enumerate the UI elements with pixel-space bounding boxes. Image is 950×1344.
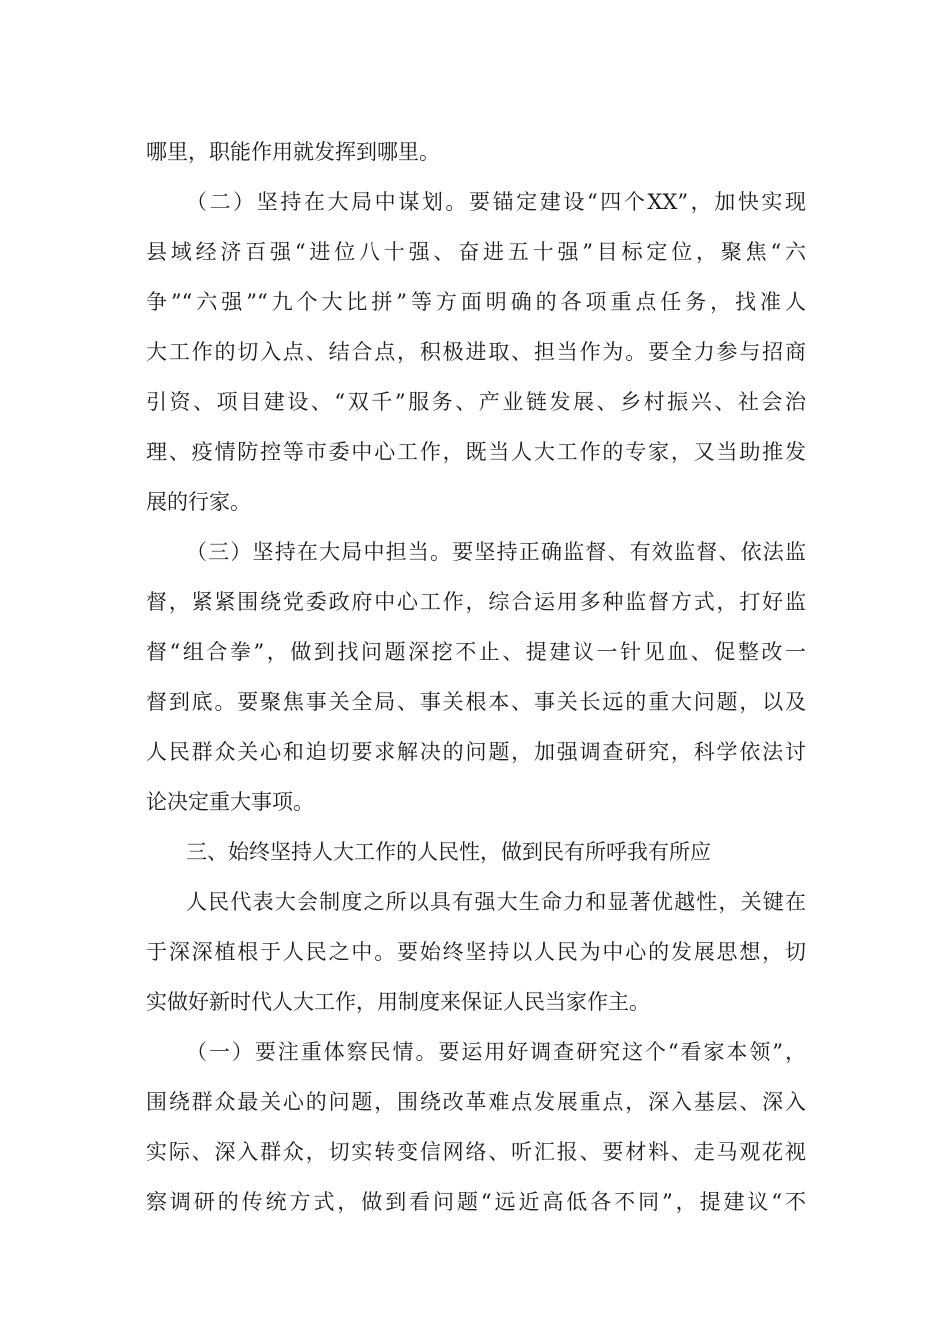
text-line: 实做好新时代人大工作，用制度来保证人民当家作主。 — [146, 990, 650, 1014]
text-line: 督“组合拳”，做到找问题深挖不止、提建议一针见血、促整改一 — [146, 640, 806, 664]
text-line: 展的行家。 — [146, 490, 251, 514]
text-line: （二）坚持在大局中谋划。要锚定建设“四个XX”，加快实现 — [186, 190, 806, 214]
text-line: 引资、项目建设、“双千”服务、产业链发展、乡村振兴、社会治 — [146, 390, 806, 414]
text-line: 于深深植根于人民之中。要始终坚持以人民为中心的发展思想，切 — [146, 940, 806, 964]
text-line: （一）要注重体察民情。要运用好调查研究这个“看家本领”， — [186, 1040, 806, 1064]
section-heading: 三、始终坚持人大工作的人民性，做到民有所呼我有所应 — [186, 840, 711, 864]
text-line: 人民群众关心和迫切要求解决的问题，加强调查研究，科学依法讨 — [146, 740, 806, 764]
text-line: 实际、深入群众，切实转变信网络、听汇报、要材料、走马观花视 — [146, 1140, 806, 1164]
text-line: 理、疫情防控等市委中心工作，既当人大工作的专家，又当助推发 — [146, 440, 806, 464]
text-line: 县域经济百强“进位八十强、奋进五十强”目标定位，聚焦“六 — [146, 240, 806, 264]
text-line: 争”“六强”“九个大比拼”等方面明确的各项重点任务，找准人 — [146, 290, 806, 314]
text-line: 督到底。要聚焦事关全局、事关根本、事关长远的重大问题，以及 — [146, 690, 806, 714]
text-line: 人民代表大会制度之所以具有强大生命力和显著优越性，关键在 — [186, 890, 806, 914]
text-line: 督，紧紧围绕党委政府中心工作，综合运用多种监督方式，打好监 — [146, 590, 806, 614]
text-line: 论决定重大事项。 — [146, 790, 314, 814]
text-line: 围绕群众最关心的问题，围绕改革难点发展重点，深入基层、深入 — [146, 1090, 806, 1114]
text-line: （三）坚持在大局中担当。要坚持正确监督、有效监督、依法监 — [186, 540, 806, 564]
text-line: 察调研的传统方式，做到看问题“远近高低各不同”，提建议“不 — [146, 1190, 806, 1214]
text-line: 哪里，职能作用就发挥到哪里。 — [146, 140, 440, 164]
text-line: 大工作的切入点、结合点，积极进取、担当作为。要全力参与招商 — [146, 340, 806, 364]
